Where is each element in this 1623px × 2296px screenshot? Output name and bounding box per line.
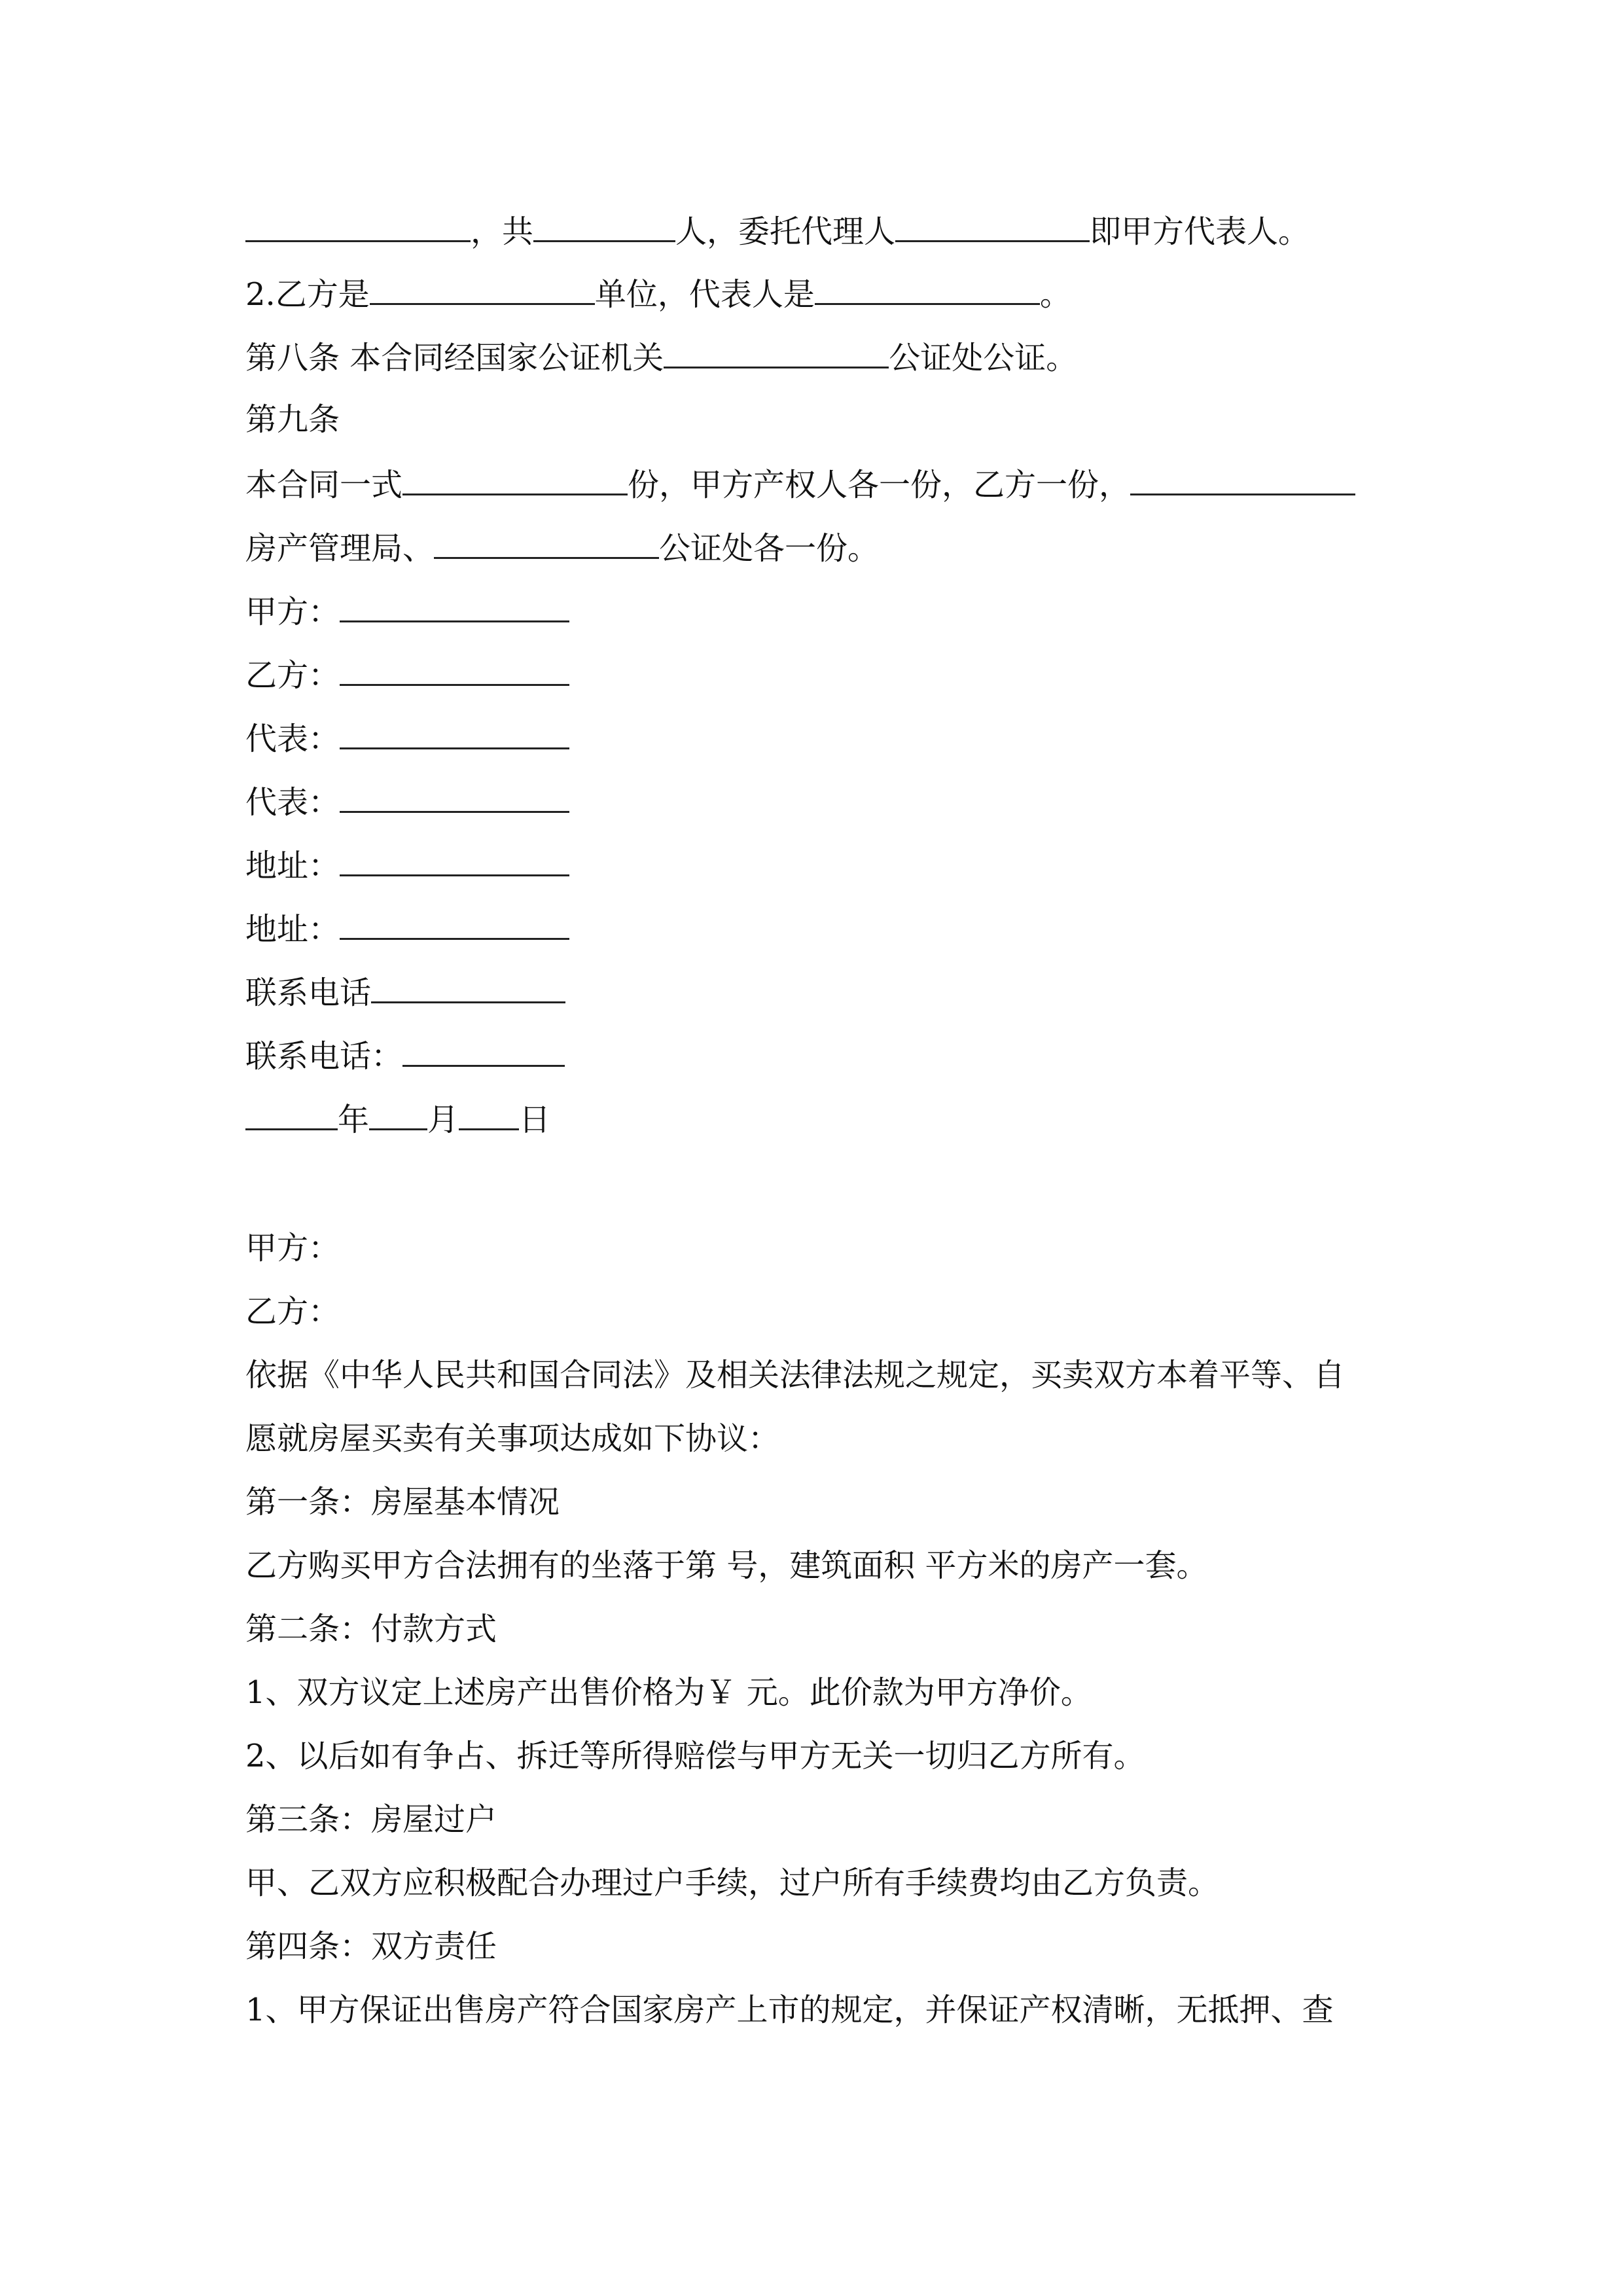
article-2-title: 第二条：付款方式 — [245, 1611, 497, 1647]
article-9-title: 第九条 — [245, 401, 340, 438]
month-field[interactable] — [369, 1098, 427, 1130]
article-3-text: 甲、乙双方应积极配合办理过户手续，过户所有手续费均由乙方负责。 — [245, 1865, 1220, 1901]
blank-field[interactable] — [664, 336, 889, 368]
label: 联系电话 — [245, 975, 372, 1011]
representative-line — [245, 210, 1310, 251]
text: 公证处公证。 — [889, 340, 1078, 376]
article-3-title: 第三条：房屋过户 — [245, 1801, 497, 1838]
article-1-text: 乙方购买甲方合法拥有的坐落于第 号，建筑面积 平方米的房产一套。 — [245, 1547, 1208, 1584]
label: 乙方： — [245, 657, 340, 694]
blank-field[interactable] — [402, 1035, 565, 1067]
label: 月 — [427, 1102, 459, 1138]
article-4-item-1: 1、甲方保证出售房产符合国家房产上市的规定，并保证产权清晰，无抵押、查 — [245, 1992, 1334, 2028]
text: 房产管理局、 — [245, 530, 435, 567]
copies-line-2 — [245, 527, 879, 568]
label: 地址： — [245, 848, 340, 884]
year-field[interactable] — [245, 1098, 338, 1130]
text: 即甲方代表人。 — [1090, 213, 1310, 250]
party-b-unit-line — [245, 273, 1071, 314]
label: 日 — [519, 1102, 551, 1138]
article-1-title: 第一条：房屋基本情况 — [245, 1484, 560, 1520]
sign-address-b — [245, 908, 569, 949]
text: 。 — [1039, 276, 1071, 313]
text: 公证处各一份。 — [659, 530, 880, 567]
blank-field[interactable] — [245, 210, 471, 242]
sign-party-b — [245, 654, 569, 695]
text: 第八条 本合同经国家公证机关 — [245, 340, 664, 376]
label: 代表： — [245, 721, 340, 757]
article-2-item-2: 2、以后如有争占、拆迁等所得赔偿与甲方无关一切归乙方所有。 — [245, 1738, 1145, 1774]
article-2-item-1: 1、双方议定上述房产出售价格为￥ 元。此价款为甲方净价。 — [245, 1674, 1092, 1711]
copies-line — [245, 463, 1355, 505]
sign-phone-b — [245, 1035, 565, 1076]
blank-field[interactable] — [434, 527, 659, 559]
label: 年 — [338, 1102, 370, 1138]
label: 地址： — [245, 911, 340, 948]
text: 人，委托代理人 — [675, 213, 896, 250]
blank-field[interactable] — [533, 210, 675, 242]
label: 代表： — [245, 784, 340, 821]
blank-field[interactable] — [340, 781, 569, 813]
text: 2.乙方是 — [245, 276, 370, 313]
blank-field[interactable] — [371, 971, 565, 1003]
blank-field[interactable] — [1130, 463, 1355, 495]
blank-field[interactable] — [340, 717, 569, 749]
blank-field[interactable] — [340, 908, 569, 940]
sign-rep-a — [245, 717, 569, 759]
blank-field[interactable] — [340, 590, 569, 622]
sign-phone-a — [245, 971, 565, 1013]
party-b-label: 乙方： — [245, 1293, 340, 1330]
text: 单位，代表人是 — [594, 276, 815, 313]
intro-line-2: 愿就房屋买卖有关事项达成如下协议： — [245, 1420, 780, 1457]
blank-field[interactable] — [340, 844, 569, 876]
text: ，共 — [471, 213, 534, 250]
blank-field[interactable] — [370, 273, 595, 305]
text: 份，甲方产权人各一份，乙方一份， — [628, 467, 1131, 503]
blank-field[interactable] — [340, 654, 569, 686]
date-line — [245, 1098, 550, 1139]
blank-field[interactable] — [815, 273, 1040, 305]
blank-field[interactable] — [895, 210, 1090, 242]
label: 甲方： — [245, 594, 340, 630]
party-a-label: 甲方： — [245, 1230, 340, 1266]
article-8 — [245, 336, 1077, 378]
day-field[interactable] — [459, 1098, 519, 1130]
blank-field[interactable] — [402, 463, 628, 495]
sign-party-a — [245, 590, 569, 632]
sign-address-a — [245, 844, 569, 886]
article-4-title: 第四条：双方责任 — [245, 1928, 497, 1965]
label: 联系电话： — [245, 1038, 403, 1075]
sign-rep-b — [245, 781, 569, 822]
intro-line-1: 依据《中华人民共和国合同法》及相关法律法规之规定，买卖双方本着平等、自 — [245, 1357, 1346, 1393]
text: 本合同一式 — [245, 467, 403, 503]
